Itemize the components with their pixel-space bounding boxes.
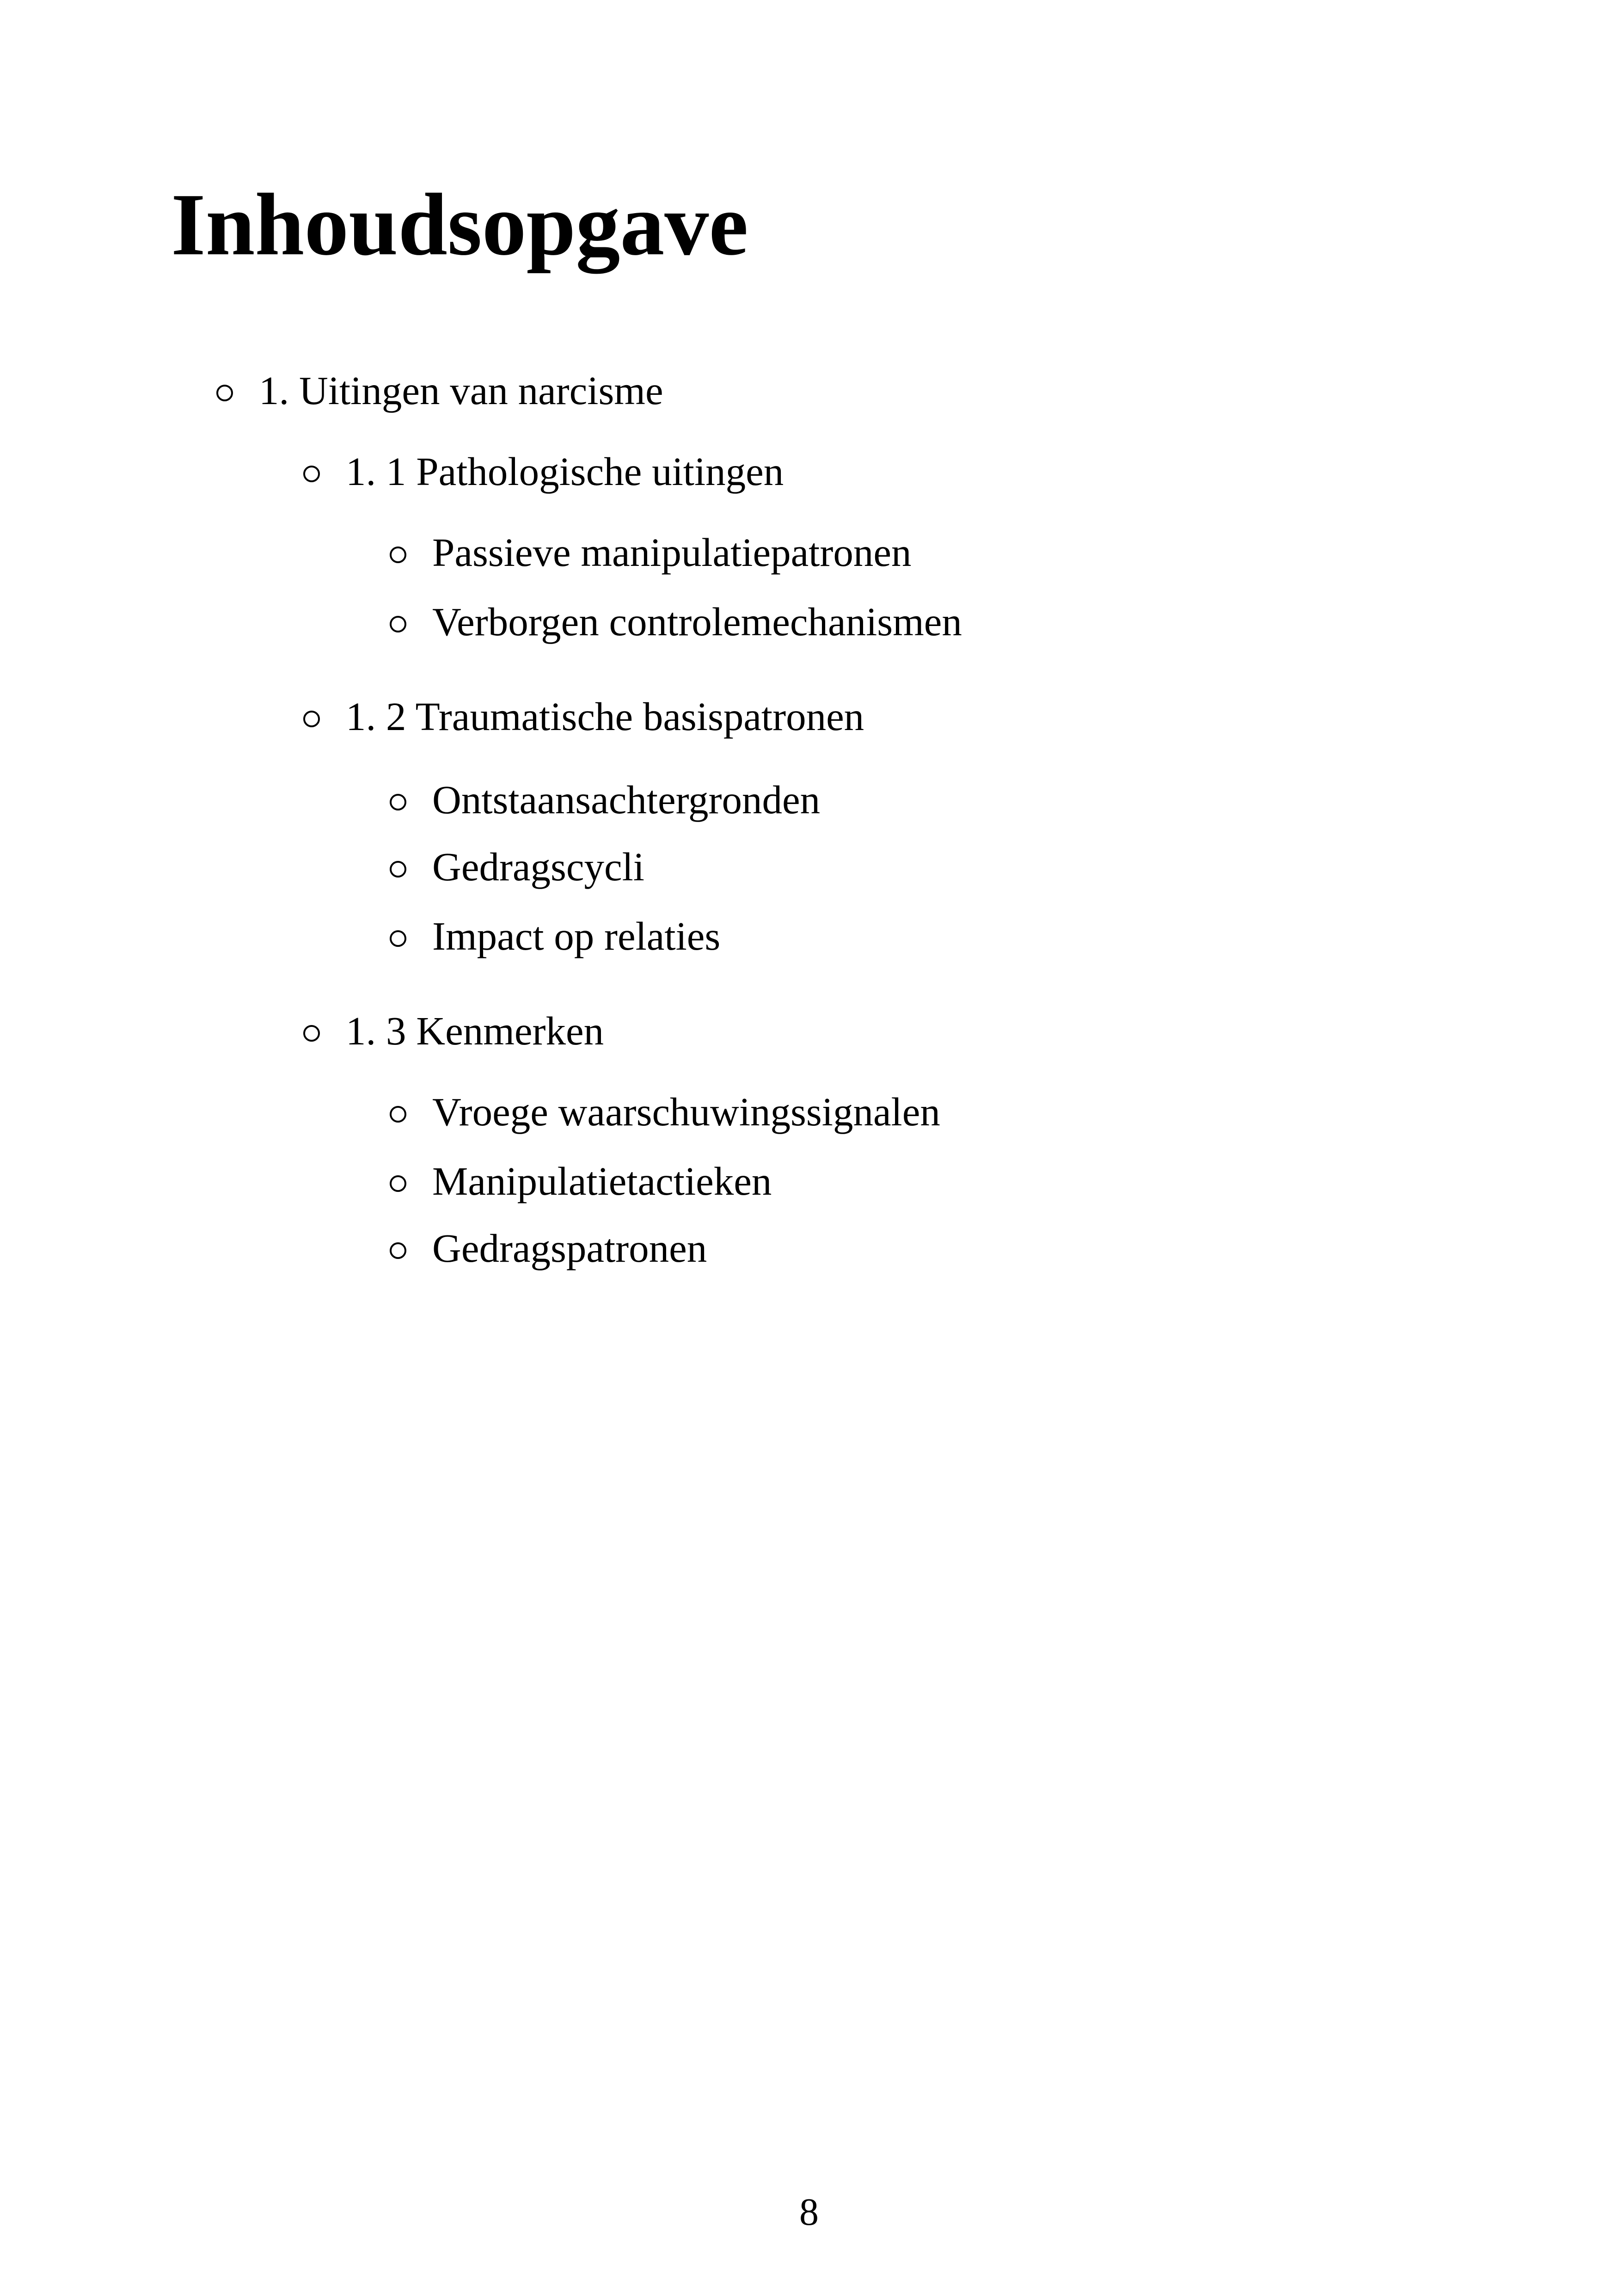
toc-item[interactable] — [390, 777, 821, 822]
circle-bullet-icon — [390, 1175, 406, 1192]
circle-bullet-icon — [390, 546, 406, 563]
circle-bullet-icon — [390, 930, 406, 947]
toc-section-1-1[interactable] — [303, 449, 784, 494]
circle-bullet-icon — [390, 794, 406, 810]
toc-item[interactable] — [390, 916, 720, 956]
circle-bullet-icon — [390, 1242, 406, 1259]
circle-bullet-icon — [303, 711, 320, 727]
toc-section-label: 1. 3 Kenmerken — [346, 1008, 604, 1053]
toc-item[interactable] — [390, 1226, 707, 1271]
toc-item[interactable] — [390, 530, 912, 575]
toc-section-1-2[interactable] — [303, 696, 864, 737]
circle-bullet-icon — [303, 466, 320, 482]
toc-item[interactable] — [390, 1161, 772, 1201]
toc-item-label: Gedragscycli — [432, 844, 644, 889]
circle-bullet-icon — [216, 385, 233, 401]
toc-section-label: 1. 1 Pathologische uitingen — [346, 449, 784, 494]
circle-bullet-icon — [390, 1106, 406, 1123]
toc-item-label: Verborgen controlemechanismen — [432, 599, 962, 644]
toc-item-label: Ontstaansachtergronden — [432, 777, 821, 822]
toc-item-label: Impact op relaties — [432, 914, 721, 958]
toc-section-label: 1. 2 Traumatische basispatronen — [346, 694, 864, 739]
page-title: Inhoudsopgave — [171, 175, 748, 274]
circle-bullet-icon — [390, 861, 406, 878]
toc-item-label: Vroege waarschuwingssignalen — [432, 1089, 940, 1134]
toc-chapter-1[interactable] — [216, 370, 663, 411]
toc-item-label: Gedragspatronen — [432, 1226, 707, 1271]
toc-item[interactable] — [390, 844, 644, 889]
toc-item-label: Passieve manipulatiepatronen — [432, 530, 912, 575]
toc-item[interactable] — [390, 1089, 940, 1134]
toc-item[interactable] — [390, 599, 962, 644]
toc-item-label: Manipulatietactieken — [432, 1159, 772, 1203]
circle-bullet-icon — [390, 616, 406, 632]
toc-section-1-3[interactable] — [303, 1008, 604, 1053]
circle-bullet-icon — [303, 1025, 320, 1042]
page-number: 8 — [799, 2191, 819, 2234]
toc-chapter-label: 1. Uitingen van narcisme — [259, 368, 663, 413]
